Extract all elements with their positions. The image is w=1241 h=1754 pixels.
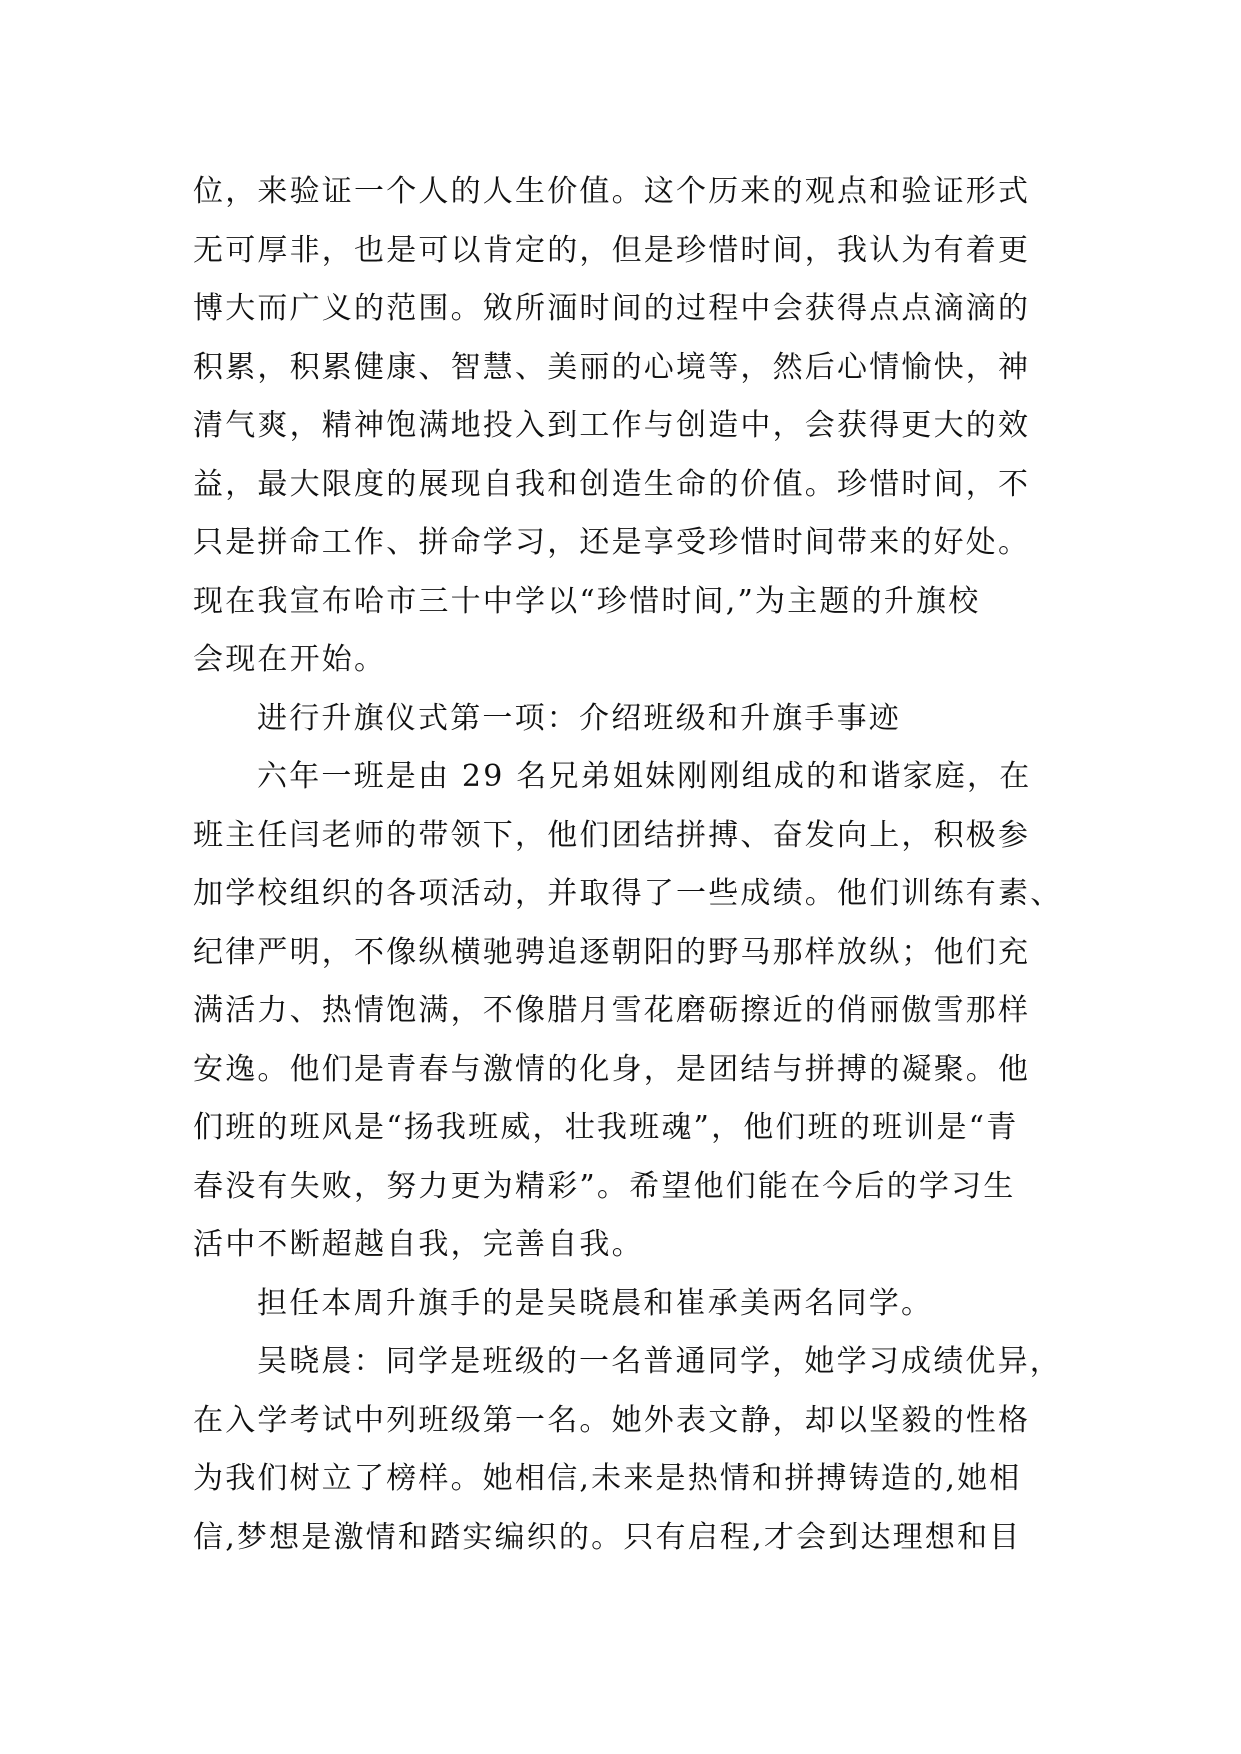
text-line: 积累，积累健康、智慧、美丽的心境等，然后心情愉快，神: [193, 349, 1031, 385]
text-line: 们班的班风是“扬我班威，壮我班魂”，他们班的班训是“青: [193, 1110, 1019, 1145]
text-line: 信,梦想是激情和踏实编织的。只有启程,才会到达理想和目: [193, 1519, 1022, 1555]
text-line: 班主任闫老师的带领下，他们团结拼搏、奋发向上，积极参: [193, 817, 1031, 853]
text-line: 春没有失败，努力更为精彩”。希望他们能在今后的学习生: [193, 1168, 1016, 1204]
text-line: 在入学考试中列班级第一名。她外表文静，却以坚毅的性格: [193, 1402, 1031, 1438]
text-line: 满活力、热情饱满，不像腊月雪花磨砺擦近的俏丽傲雪那样: [193, 993, 1031, 1028]
text-line: 益，最大限度的展现自我和创造生命的价值。珍惜时间，不: [193, 466, 1031, 502]
text-line: 为我们树立了榜样。她相信,未来是热情和拼搏铸造的,她相: [193, 1461, 1022, 1496]
text-line: 加学校组织的各项活动，并取得了一些成绩。他们训练有素、: [193, 876, 1063, 911]
text-line: 现在我宣布哈市三十中学以“珍惜时间,”为主题的升旗校: [193, 583, 981, 619]
text-line: 进行升旗仪式第一项：介绍班级和升旗手事迹: [257, 700, 901, 736]
text-line: 六年一班是由 29 名兄弟姐妹刚刚组成的和谐家庭，在: [257, 759, 1032, 794]
text-line: 安逸。他们是青春与激情的化身，是团结与拼搏的凝聚。他: [193, 1051, 1031, 1087]
text-line: 清气爽，精神饱满地投入到工作与创造中，会获得更大的效: [193, 408, 1031, 443]
text-line: 无可厚非，也是可以肯定的，但是珍惜时间，我认为有着更: [193, 232, 1031, 268]
text-line: 位，来验证一个人的人生价值。这个历来的观点和验证形式: [193, 174, 1031, 209]
text-line: 博大而广义的范围。敓所湎时间的过程中会获得点点滴滴的: [193, 291, 1031, 326]
text-line: 活中不断超越自我，完善自我。: [193, 1227, 644, 1262]
text-line: 纪律严明，不像纵横驰骋追逐朝阳的野马那样放纵；他们充: [193, 934, 1031, 970]
text-line: 会现在开始。: [193, 642, 387, 677]
text-line: 只是拼命工作、拼命学习，还是享受珍惜时间带来的好处。: [193, 525, 1031, 560]
body-text: [193, 163, 1073, 1567]
text-line: 担任本周升旗手的是吴晓晨和崔承美两名同学。: [257, 1285, 934, 1321]
text-line: 吴晓晨：同学是班级的一名普通同学，她学习成绩优异，: [257, 1344, 1062, 1379]
